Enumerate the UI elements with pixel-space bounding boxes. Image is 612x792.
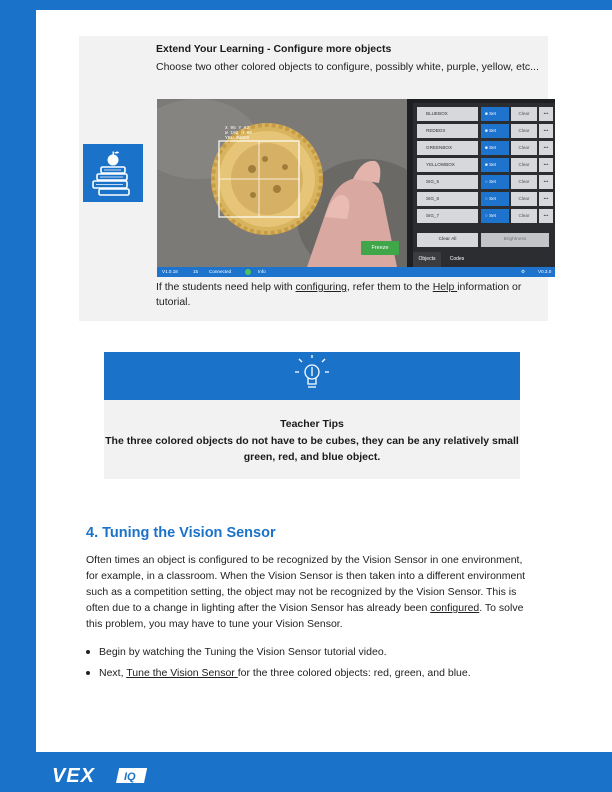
tracking-info-line: X 95 Y 62 bbox=[225, 126, 250, 131]
set-label: Set bbox=[489, 128, 496, 133]
paragraph-text: Often times an object is configured to be recognized by the Vision Sensor in one environment, for example, in a classroom. When the Vision Sensor is then taken into a different environment such as a competition setting, the object may not be recognized by the Vision Sensor. This is often due to a change in lighting after the Vision Sensor has already been bbox=[86, 554, 526, 614]
configured-link[interactable]: configured bbox=[430, 602, 480, 614]
clear-button[interactable]: Clear bbox=[511, 175, 537, 189]
signature-panel bbox=[413, 103, 555, 267]
bullet-icon bbox=[86, 650, 90, 654]
set-button[interactable]: ■ Set bbox=[481, 158, 509, 172]
books-apple-icon bbox=[83, 144, 143, 202]
tracking-info bbox=[225, 126, 252, 141]
set-button[interactable]: ○ Set bbox=[481, 175, 509, 189]
logo-text: VEX bbox=[52, 765, 96, 786]
bullet-text bbox=[99, 666, 471, 680]
signature-name[interactable]: SIG_7 bbox=[417, 209, 478, 223]
status-version: V1.0.18 bbox=[162, 269, 178, 274]
status-fps: 15 bbox=[193, 269, 199, 274]
set-label: Set bbox=[489, 162, 496, 167]
status-connected: Connected bbox=[209, 269, 232, 274]
tune-vision-sensor-link[interactable]: Tune the Vision Sensor bbox=[126, 667, 238, 679]
set-label: Set bbox=[489, 111, 496, 116]
more-icon[interactable]: ••• bbox=[539, 141, 553, 155]
signature-row bbox=[417, 175, 553, 189]
set-label: Set bbox=[489, 145, 496, 150]
signature-name[interactable]: SIG_5 bbox=[417, 175, 478, 189]
teacher-tips-text: The three colored objects do not have to be cubes, they can be any relatively small green, red, and blue object. bbox=[105, 435, 519, 463]
set-button[interactable]: ■ Set bbox=[481, 107, 509, 121]
set-button[interactable]: ○ Set bbox=[481, 209, 509, 223]
vision-utility-screenshot bbox=[157, 99, 555, 277]
camera-feed bbox=[157, 99, 407, 267]
more-icon[interactable]: ••• bbox=[539, 107, 553, 121]
status-bar bbox=[157, 267, 555, 277]
signature-row bbox=[417, 141, 553, 155]
more-icon[interactable]: ••• bbox=[539, 124, 553, 138]
clear-button[interactable]: Clear bbox=[511, 158, 537, 172]
bullet-text: Begin by watching the Tuning the Vision Sensor tutorial video. bbox=[99, 646, 387, 658]
status-firmware: V0.3.0 bbox=[538, 269, 552, 274]
section-title: 4. Tuning the Vision Sensor bbox=[86, 525, 276, 541]
set-button[interactable]: ○ Set bbox=[481, 192, 509, 206]
tracking-info-line: W 102 H 98 bbox=[225, 131, 253, 136]
clear-button[interactable]: Clear bbox=[511, 107, 537, 121]
extend-title: Extend Your Learning - Configure more objects bbox=[156, 43, 392, 55]
bullet-text-pre: Next, bbox=[99, 667, 127, 679]
tab-codes[interactable]: Codes bbox=[449, 256, 465, 262]
connection-dot-icon bbox=[245, 269, 251, 275]
clear-button[interactable]: Clear bbox=[511, 141, 537, 155]
signature-row bbox=[417, 158, 553, 172]
tracking-info-line: YELLOWBOX bbox=[225, 136, 250, 141]
paragraph-text-end: . To solve this problem, you may have to tune your Vision Sensor. bbox=[86, 602, 524, 630]
gear-icon[interactable]: ⚙ bbox=[521, 269, 526, 274]
freeze-button[interactable]: Freeze bbox=[361, 241, 399, 255]
vex-iq-logo bbox=[52, 764, 156, 786]
brightness-button[interactable]: Brightness bbox=[481, 233, 549, 247]
signature-name[interactable]: REDBOX bbox=[417, 124, 478, 138]
tab-objects[interactable]: Objects bbox=[413, 252, 441, 267]
signature-name[interactable]: YELLOWBOX bbox=[417, 158, 478, 172]
clear-button[interactable]: Clear bbox=[511, 209, 537, 223]
set-button[interactable]: ■ Set bbox=[481, 141, 509, 155]
signature-row bbox=[417, 124, 553, 138]
signature-row bbox=[417, 192, 553, 206]
signature-name[interactable]: BLUEBOX bbox=[417, 107, 478, 121]
more-icon[interactable]: ••• bbox=[539, 158, 553, 172]
extend-text: Choose two other colored objects to configure, possibly white, purple, yellow, etc... bbox=[156, 61, 539, 73]
set-button[interactable]: ■ Set bbox=[481, 124, 509, 138]
help-text-pre: If the students need help with bbox=[156, 281, 296, 293]
set-label: Set bbox=[489, 196, 496, 201]
more-icon[interactable]: ••• bbox=[539, 175, 553, 189]
clear-all-button[interactable]: Clear All bbox=[417, 233, 478, 247]
help-link[interactable]: Help bbox=[432, 281, 458, 293]
bullet-icon bbox=[86, 671, 90, 675]
teacher-tips-title: Teacher Tips bbox=[280, 418, 344, 430]
signature-name[interactable]: GREENBOX bbox=[417, 141, 478, 155]
help-text-mid: , refer them to the bbox=[346, 281, 433, 293]
set-label: Set bbox=[489, 179, 496, 184]
signature-name[interactable]: SIG_6 bbox=[417, 192, 478, 206]
status-info[interactable]: Info bbox=[258, 269, 266, 274]
more-icon[interactable]: ••• bbox=[539, 209, 553, 223]
clear-button[interactable]: Clear bbox=[511, 124, 537, 138]
page-frame-left bbox=[0, 0, 36, 792]
bullet-text-post: for the three colored objects: red, green, and blue. bbox=[237, 667, 471, 679]
clear-button[interactable]: Clear bbox=[511, 192, 537, 206]
signature-row bbox=[417, 209, 553, 223]
set-label: Set bbox=[489, 213, 496, 218]
configuring-link[interactable]: configuring bbox=[295, 281, 347, 293]
teacher-tips-body bbox=[104, 400, 520, 479]
extend-help-text bbox=[156, 280, 548, 310]
section-paragraph bbox=[86, 552, 536, 632]
page-frame-top bbox=[0, 0, 612, 10]
logo-sub: IQ bbox=[124, 771, 136, 783]
teacher-tips-header bbox=[104, 352, 520, 400]
lightbulb-icon bbox=[104, 352, 520, 400]
signature-row bbox=[417, 107, 553, 121]
help-text-post: information or tutorial. bbox=[156, 281, 522, 308]
more-icon[interactable]: ••• bbox=[539, 192, 553, 206]
